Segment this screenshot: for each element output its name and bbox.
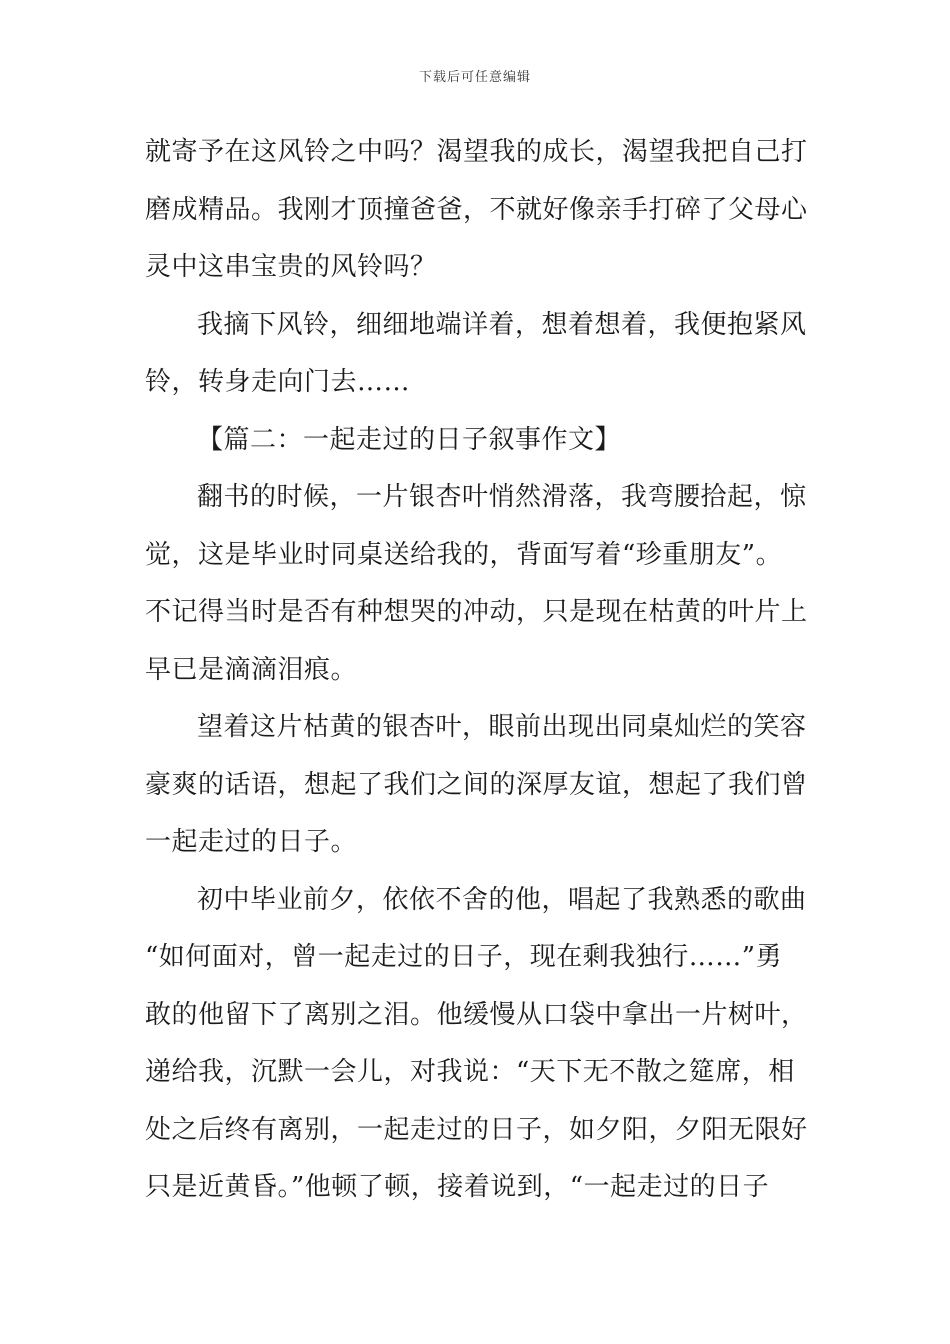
paragraph-start-line: 我摘下风铃，细细地端详着，想着想着，我便抱紧风 <box>197 309 807 340</box>
text-line: 就寄予在这风铃之中吗？渴望我的成长，渴望我把自己打 <box>145 137 808 167</box>
text-line: 处之后终有离别，一起走过的日子，如夕阳，夕阳无限好 <box>145 1114 808 1145</box>
paragraph-start-line: 望着这片枯黄的银杏叶，眼前出现出同桌灿烂的笑容 <box>197 712 807 742</box>
page-header: 下载后可任意编辑 <box>418 70 531 85</box>
text-line: 豪爽的话语，想起了我们之间的深厚友谊，想起了我们曾 <box>145 769 808 800</box>
section-heading: 【篇二：一起走过的日子叙事作文】 <box>197 424 622 455</box>
text-line: 早已是滴滴泪痕。 <box>145 654 358 685</box>
text-line: 磨成精品。我刚才顶撞爸爸，不就好像亲手打碎了父母心 <box>145 194 808 225</box>
text-line: 觉，这是毕业时同桌送给我的，背面写着“珍重朋友”。 <box>145 539 783 570</box>
text-line: 铃，转身走向门去…… <box>145 367 411 397</box>
text-line: 只是近黄昏。”他顿了顿，接着说到，“一起走过的日子 <box>145 1172 770 1202</box>
document-body <box>145 124 810 1217</box>
paragraph-start-line: 翻书的时候，一片银杏叶悄然滑落，我弯腰拾起，惊 <box>197 482 807 512</box>
text-line: 递给我，沉默一会儿，对我说：“天下无不散之筵席，相 <box>145 1057 795 1087</box>
paragraph-start-line: 初中毕业前夕，依依不舍的他，唱起了我熟悉的歌曲 <box>197 884 807 915</box>
text-line: 不记得当时是否有种想哭的冲动，只是现在枯黄的叶片上 <box>145 597 808 627</box>
text-line: 灵中这串宝贵的风铃吗？ <box>145 252 437 282</box>
text-line: “如何面对，曾一起走过的日子，现在剩我独行……”勇 <box>145 942 783 972</box>
text-line: 敢的他留下了离别之泪。他缓慢从口袋中拿出一片树叶， <box>145 999 808 1030</box>
text-line: 一起走过的日子。 <box>145 827 358 857</box>
